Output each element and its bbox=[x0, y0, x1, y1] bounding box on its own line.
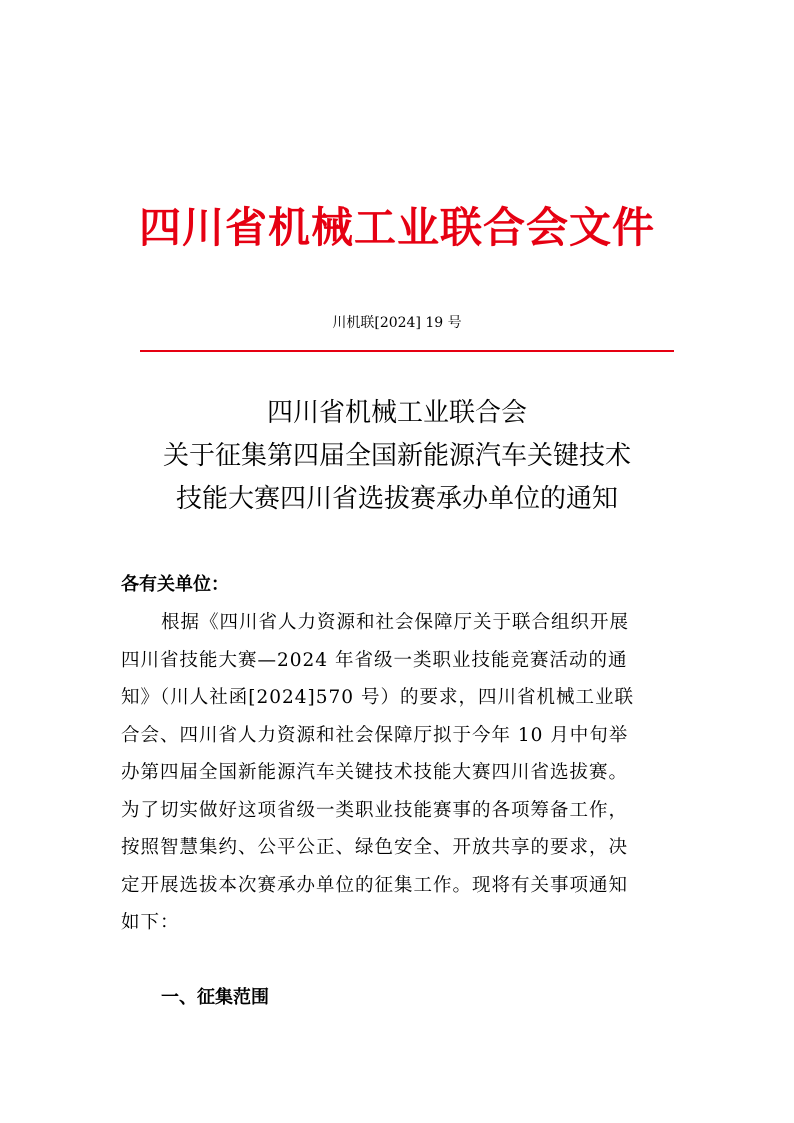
document-number: 川机联[2024] 19 号 bbox=[332, 315, 462, 331]
body-line: 根据《四川省人力资源和社会保障厅关于联合组织开展 bbox=[161, 612, 630, 633]
section-heading: 一、征集范围 bbox=[161, 987, 269, 1008]
body-line: 办第四届全国新能源汽车关键技术技能大赛四川省选拔赛。 bbox=[121, 762, 629, 783]
salutation: 各有关单位： bbox=[121, 574, 229, 595]
notice-title bbox=[0, 392, 794, 521]
notice-title-line: 四川省机械工业联合会 bbox=[266, 398, 527, 428]
body-line: 四川省技能大赛—2024 年省级一类职业技能竞赛活动的通 bbox=[121, 649, 628, 671]
red-divider-rule bbox=[140, 350, 674, 352]
masthead-title: 四川省机械工业联合会文件 bbox=[138, 203, 655, 252]
notice-title-line: 技能大赛四川省选拔赛承办单位的通知 bbox=[175, 484, 618, 514]
body-line: 定开展选拔本次赛承办单位的征集工作。现将有关事项通知 bbox=[121, 874, 629, 896]
body-line: 知》（川人社函[2024]570 号）的要求，四川省机械工业联 bbox=[121, 687, 634, 708]
body-paragraph bbox=[121, 604, 681, 942]
body-line: 按照智慧集约、公平公正、绿色安全、开放共享的要求，决 bbox=[121, 837, 629, 858]
body-line: 如下： bbox=[121, 912, 180, 933]
body-line: 合会、四川省人力资源和社会保障厅拟于今年 10 月中旬举 bbox=[121, 724, 629, 746]
notice-title-line: 关于征集第四届全国新能源汽车关键技术 bbox=[162, 441, 631, 471]
body-line: 为了切实做好这项省级一类职业技能赛事的各项筹备工作， bbox=[121, 799, 629, 821]
